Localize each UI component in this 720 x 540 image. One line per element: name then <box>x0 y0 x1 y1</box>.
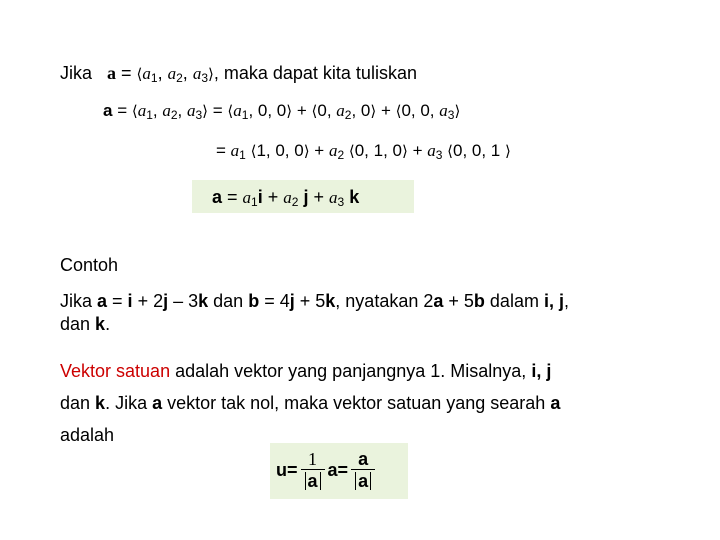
unit-formula: u = $\frac{1}{a}$ a = $\frac{a}{a}$ <box>276 449 378 492</box>
unit-vector-term: Vektor satuan <box>60 361 171 381</box>
highlighted-formula-box <box>192 180 414 213</box>
right-angle-icon: ⟩ <box>208 65 214 83</box>
left-angle-icon: ⟨ <box>136 65 143 83</box>
decomposition-line: $a = ⟨a_1$, $a_2$, $a_3⟩$ = $⟨a_1$, 0, 0⟩ + ⟨0, $a_2$, 0⟩ + ⟨0, 0, $a_3⟩$ <box>103 101 461 122</box>
fraction-a-over-norm: $\frac{a}{a}$ <box>351 449 375 492</box>
example-line-2: dan k. <box>60 314 111 334</box>
example-heading: Contoh <box>60 255 119 275</box>
unit-line-3: adalah <box>60 425 115 445</box>
unit-line-1: Vektor satuan adalah vektor yang panjangnya 1. Misalnya, i, j <box>60 361 552 381</box>
intro-line: Jika $a = ⟨a_1$, $a_2$, $a_3⟩$, maka dapat kita tuliskan <box>60 63 417 85</box>
example-line-1: Jika a = i + 2j – 3k dan b = 4j + 5k, nyatakan 2a + 5b dalam i, j, <box>60 291 569 311</box>
intro-prefix: Jika <box>60 63 93 83</box>
boxed-formula: $a = a_1i + a_2$ $j + a_3$ k <box>212 187 360 209</box>
basis-line: = $a_1$ ⟨1, 0, 0⟩ + $a_2$ ⟨0, 1, 0⟩ + $a_3$ ⟨0, 0, 1 ⟩ <box>216 141 511 162</box>
fraction-one-over-norm: $\frac{1}{a}$ <box>301 449 325 492</box>
unit-line-2: dan k. Jika a vektor tak nol, maka vektor satuan yang searah a <box>60 393 561 413</box>
unit-formula-box <box>270 443 408 499</box>
vector-a: a <box>107 63 117 83</box>
